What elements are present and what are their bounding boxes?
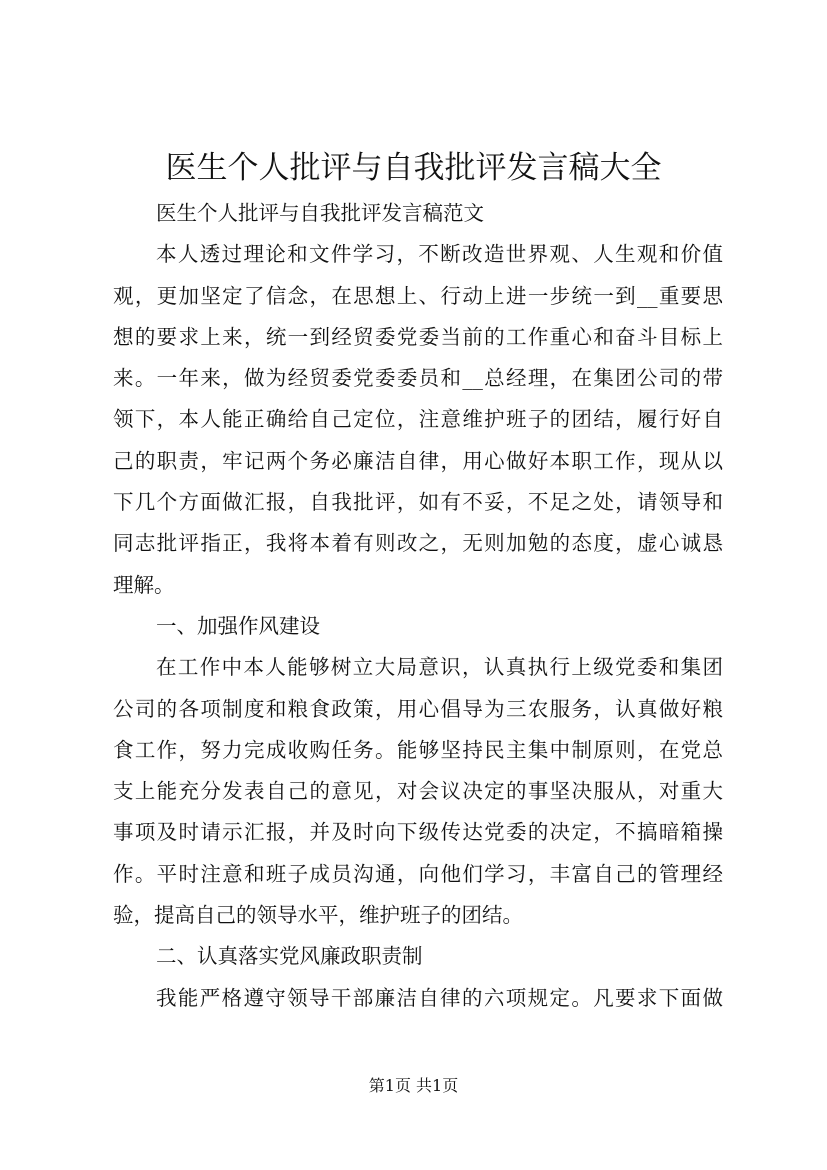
subtitle-line: 医生个人批评与自我批评发言稿范文 xyxy=(156,201,484,225)
body-line: 在工作中本人能够树立大局意识，认真执行上级党委和集团 xyxy=(156,655,723,680)
body-line: 想的要求上来，统一到经贸委党委当前的工作重心和奋斗目标上 xyxy=(113,324,723,349)
body-line: 下几个方面做汇报，自我批评，如有不妥，不足之处，请领导和 xyxy=(113,490,723,515)
body-line: 我能严格遵守领导干部廉洁自律的六项规定。凡要求下面做 xyxy=(156,985,723,1010)
body-line: 本人透过理论和文件学习，不断改造世界观、人生观和价值 xyxy=(156,242,723,267)
document-body xyxy=(113,193,723,1019)
body-line: 理解。 xyxy=(113,572,175,597)
body-line: 事项及时请示汇报，并及时向下级传达党委的决定，不搞暗箱操 xyxy=(113,820,723,845)
body-line: 观，更加坚定了信念，在思想上、行动上进一步统一到__重要思 xyxy=(113,283,723,308)
body-line: 作。平时注意和班子成员沟通，向他们学习，丰富自己的管理经 xyxy=(113,861,723,886)
document-title: 医生个人批评与自我批评发言稿大全 xyxy=(165,150,662,186)
section-heading: 一、加强作风建设 xyxy=(156,613,320,638)
page-number-footer: 第1页 共1页 xyxy=(368,1076,459,1095)
body-line: 验，提高自己的领导水平，维护班子的团结。 xyxy=(113,903,523,928)
body-line: 食工作，努力完成收购任务。能够坚持民主集中制原则，在党总 xyxy=(113,737,723,762)
body-line: 来。一年来，做为经贸委党委委员和__总经理，在集团公司的带 xyxy=(113,366,723,391)
body-line: 公司的各项制度和粮食政策，用心倡导为三农服务，认真做好粮 xyxy=(113,696,723,721)
body-line: 领下，本人能正确给自己定位，注意维护班子的团结，履行好自 xyxy=(113,407,723,432)
section-heading: 二、认真落实党风廉政职责制 xyxy=(156,944,423,969)
body-line: 支上能充分发表自己的意见，对会议决定的事坚决服从，对重大 xyxy=(113,779,723,804)
body-line: 同志批评指正，我将本着有则改之，无则加勉的态度，虚心诚恳 xyxy=(113,531,723,556)
body-line: 己的职责，牢记两个务必廉洁自律，用心做好本职工作，现从以 xyxy=(113,448,723,473)
